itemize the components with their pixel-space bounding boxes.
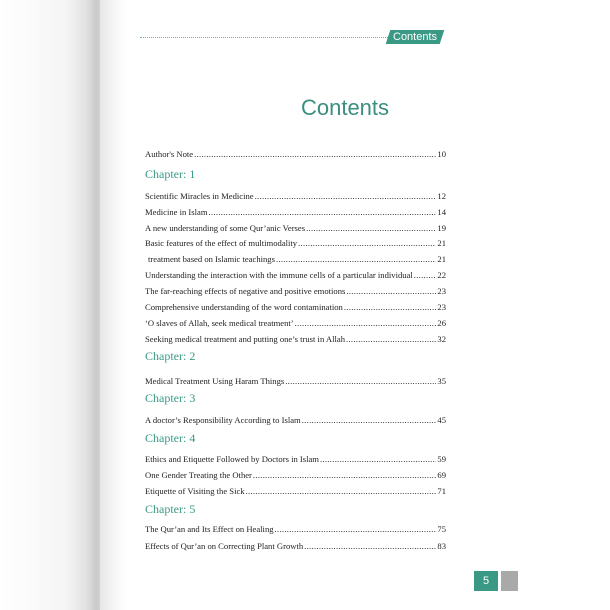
toc-entry[interactable] <box>145 470 446 480</box>
dot-leader <box>246 486 437 496</box>
toc-entry-page: 23 <box>437 286 446 296</box>
toc-entry-page: 10 <box>437 149 446 159</box>
toc-entry[interactable] <box>145 254 446 264</box>
toc-entry-label: A doctor’s Responsibility According to Islam <box>145 415 301 425</box>
toc-entry-label: Etiquette of Visiting the Sick <box>145 486 245 496</box>
toc-entry-label: Comprehensive understanding of the word contamination <box>145 302 343 312</box>
toc-entry[interactable] <box>145 270 446 280</box>
toc-entry-page: 71 <box>437 486 446 496</box>
dot-leader <box>255 191 437 201</box>
dot-leader <box>346 334 436 344</box>
toc-entry[interactable] <box>145 524 446 534</box>
toc-entry[interactable] <box>145 286 446 296</box>
toc-entry-page: 23 <box>437 302 446 312</box>
dot-leader <box>304 541 436 551</box>
header-rule <box>140 37 392 38</box>
toc-entry-page: 21 <box>437 238 446 248</box>
toc-entry-page: 32 <box>437 334 446 344</box>
toc-entry[interactable] <box>145 191 446 201</box>
dot-leader <box>276 254 436 264</box>
toc-entry-label: A new understanding of some Qur’anic Verses <box>145 223 306 233</box>
toc-entry-label: Medicine in Islam <box>145 207 208 217</box>
dot-leader <box>295 318 437 328</box>
dot-leader <box>414 270 437 280</box>
toc-entry-page: 69 <box>437 470 446 480</box>
toc-entry[interactable] <box>145 318 446 328</box>
toc-entry-label: Basic features of the effect of multimodality <box>145 238 298 248</box>
toc-entry-label: The Qur’an and Its Effect on Healing <box>145 524 274 534</box>
dot-leader <box>302 415 437 425</box>
toc-entry[interactable] <box>145 454 446 464</box>
chapter-heading: Chapter: 3 <box>145 391 196 405</box>
toc-entry[interactable] <box>145 223 446 233</box>
toc-entry-page: 59 <box>437 454 446 464</box>
dot-leader <box>194 149 436 159</box>
page-title: Contents <box>300 95 390 120</box>
toc-entry-page: 19 <box>437 223 446 233</box>
header-tab <box>386 30 445 44</box>
toc-entry-page: 83 <box>437 541 446 551</box>
toc-entry-label: Seeking medical treatment and putting one’s trust in Allah <box>145 334 346 344</box>
toc-entry[interactable] <box>145 415 446 425</box>
chapter-heading: Chapter: 2 <box>145 349 196 363</box>
toc-entry-page: 12 <box>437 191 446 201</box>
dot-leader <box>344 302 437 312</box>
toc-entry-page: 45 <box>437 415 446 425</box>
toc-entry-page: 26 <box>437 318 446 328</box>
toc-entry-page: 14 <box>437 207 446 217</box>
chapter-heading: Chapter: 4 <box>145 431 196 445</box>
page-number: 5 <box>474 571 498 591</box>
dot-leader <box>209 207 437 217</box>
toc-entry-author-note[interactable] <box>145 149 446 159</box>
toc-entry-page: 35 <box>437 376 446 386</box>
toc-entry[interactable] <box>145 238 446 248</box>
toc-entry-label: Effects of Qur’an on Correcting Plant Growth <box>145 541 304 551</box>
dot-leader <box>320 454 436 464</box>
toc-entry[interactable] <box>145 376 446 386</box>
toc-entry[interactable] <box>145 207 446 217</box>
toc-entry[interactable] <box>145 302 446 312</box>
dot-leader <box>275 524 437 534</box>
page-number-tab <box>501 571 518 591</box>
dot-leader <box>285 376 436 386</box>
toc-entry-label: The far-reaching effects of negative and positive emotions <box>145 286 346 296</box>
header-tab-label: Contents <box>392 31 438 43</box>
toc-entry[interactable] <box>145 334 446 344</box>
toc-entry[interactable] <box>145 541 446 551</box>
chapter-heading: Chapter: 5 <box>145 502 196 516</box>
toc-entry-label: treatment based on Islamic teachings <box>148 254 275 264</box>
toc-entry-label: Scientific Miracles in Medicine <box>145 191 254 201</box>
toc-entry-page: 75 <box>437 524 446 534</box>
toc-entry-label: One Gender Treating the Other <box>145 470 252 480</box>
toc-entry-label: Medical Treatment Using Haram Things <box>145 376 285 386</box>
dot-leader <box>346 286 436 296</box>
dot-leader <box>253 470 436 480</box>
dot-leader <box>298 238 436 248</box>
chapter-heading: Chapter: 1 <box>145 167 196 181</box>
toc-entry-label: ‘O slaves of Allah, seek medical treatment’ <box>145 318 294 328</box>
toc-entry-label: Author's Note <box>145 149 194 159</box>
toc-entry-label: Understanding the interaction with the immune cells of a particular individual <box>145 270 413 280</box>
dot-leader <box>306 223 436 233</box>
toc-entry-label: Ethics and Etiquette Followed by Doctors in Islam <box>145 454 319 464</box>
toc-entry[interactable] <box>145 486 446 496</box>
toc-entry-page: 21 <box>437 254 446 264</box>
binding-shadow <box>0 0 110 610</box>
toc-entry-page: 22 <box>437 270 446 280</box>
